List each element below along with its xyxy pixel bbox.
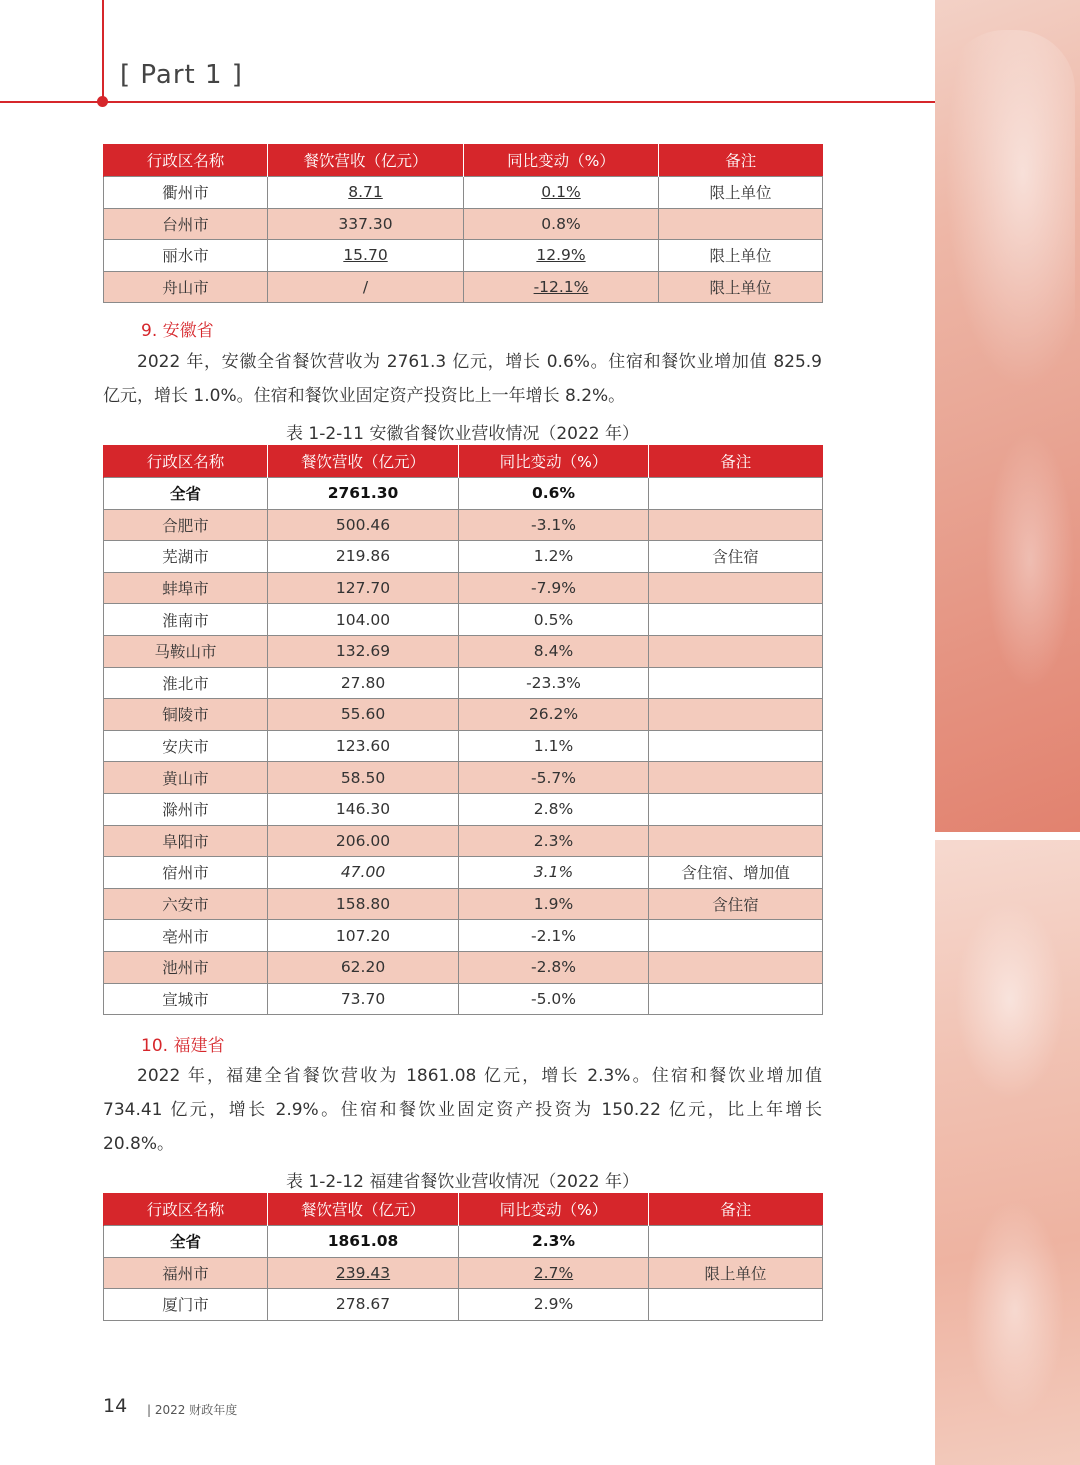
note-cell: 限上单位 — [659, 271, 823, 303]
change-cell: 8.4% — [459, 635, 649, 667]
change-cell: -7.9% — [459, 572, 649, 604]
section-heading-anhui: 9. 安徽省 — [141, 321, 214, 341]
change-cell: 0.6% — [459, 478, 649, 510]
table-row — [104, 635, 823, 667]
change-cell: -2.1% — [459, 920, 649, 952]
revenue-cell: / — [268, 271, 464, 303]
column-header: 行政区名称 — [104, 1193, 268, 1226]
table-row — [104, 604, 823, 636]
decorative-photo-bottom — [935, 840, 1080, 1465]
revenue-cell: 15.70 — [268, 240, 464, 272]
column-header: 同比变动（%） — [464, 144, 659, 177]
region-cell: 全省 — [104, 1226, 268, 1258]
note-cell — [649, 509, 823, 541]
fujian-table — [103, 1193, 823, 1321]
publication-footer: | 2022 财政年度 — [147, 1403, 238, 1417]
revenue-cell: 500.46 — [268, 509, 459, 541]
region-cell: 亳州市 — [104, 920, 268, 952]
table-row — [104, 271, 823, 303]
change-cell: 1.2% — [459, 541, 649, 573]
table-row — [104, 983, 823, 1015]
table-row — [104, 177, 823, 209]
region-cell: 淮南市 — [104, 604, 268, 636]
revenue-cell: 1861.08 — [268, 1226, 459, 1258]
revenue-cell: 8.71 — [268, 177, 464, 209]
table-row — [104, 951, 823, 983]
table-row — [104, 478, 823, 510]
region-cell: 福州市 — [104, 1257, 268, 1289]
note-cell — [649, 699, 823, 731]
header-rule-dot — [97, 96, 108, 107]
revenue-cell: 158.80 — [268, 888, 459, 920]
change-cell: 0.8% — [464, 208, 659, 240]
page-number: 14 — [103, 1395, 128, 1417]
region-cell: 马鞍山市 — [104, 635, 268, 667]
revenue-cell: 73.70 — [268, 983, 459, 1015]
note-cell: 限上单位 — [659, 177, 823, 209]
table-caption-anhui: 表 1-2-11 安徽省餐饮业营收情况（2022 年） — [285, 424, 639, 444]
change-cell: 1.1% — [459, 730, 649, 762]
table-row — [104, 857, 823, 889]
change-cell: 2.9% — [459, 1289, 649, 1321]
column-header: 同比变动（%） — [459, 1193, 649, 1226]
region-cell: 宿州市 — [104, 857, 268, 889]
note-cell — [649, 478, 823, 510]
region-cell: 台州市 — [104, 208, 268, 240]
table-row — [104, 572, 823, 604]
change-cell: 1.9% — [459, 888, 649, 920]
anhui-table — [103, 445, 823, 1015]
note-cell: 含住宿 — [649, 888, 823, 920]
region-cell: 铜陵市 — [104, 699, 268, 731]
revenue-cell: 55.60 — [268, 699, 459, 731]
table-row — [104, 793, 823, 825]
table-row — [104, 920, 823, 952]
note-cell — [649, 635, 823, 667]
change-cell: 2.3% — [459, 825, 649, 857]
change-cell: 12.9% — [464, 240, 659, 272]
table-row — [104, 667, 823, 699]
part-label: [ Part 1 ] — [120, 60, 243, 90]
region-cell: 丽水市 — [104, 240, 268, 272]
table-header-row — [104, 144, 823, 177]
revenue-cell: 58.50 — [268, 762, 459, 794]
note-cell — [649, 572, 823, 604]
column-header: 餐饮营收（亿元） — [268, 445, 459, 478]
note-cell: 含住宿、增加值 — [649, 857, 823, 889]
revenue-cell: 132.69 — [268, 635, 459, 667]
paragraph-anhui: 2022 年，安徽全省餐饮营收为 2761.3 亿元，增长 0.6%。住宿和餐饮业增加值 825.9 亿元，增长 1.0%。住宿和餐饮业固定资产投资比上一年增长 8.2%。 — [103, 352, 822, 406]
region-cell: 全省 — [104, 478, 268, 510]
region-cell: 滁州市 — [104, 793, 268, 825]
column-header: 餐饮营收（亿元） — [268, 1193, 459, 1226]
region-cell: 衢州市 — [104, 177, 268, 209]
note-cell — [649, 730, 823, 762]
column-header: 行政区名称 — [104, 445, 268, 478]
table-row — [104, 1289, 823, 1321]
region-cell: 舟山市 — [104, 271, 268, 303]
change-cell: 0.5% — [459, 604, 649, 636]
revenue-cell: 104.00 — [268, 604, 459, 636]
region-cell: 池州市 — [104, 951, 268, 983]
table-row — [104, 208, 823, 240]
region-cell: 淮北市 — [104, 667, 268, 699]
header-vertical-rule — [102, 0, 104, 101]
header-horizontal-rule — [0, 101, 935, 103]
change-cell: 0.1% — [464, 177, 659, 209]
change-cell: 2.3% — [459, 1226, 649, 1258]
column-header: 备注 — [649, 1193, 823, 1226]
table-row — [104, 1226, 823, 1258]
decorative-photo-top — [935, 0, 1080, 832]
revenue-cell: 239.43 — [268, 1257, 459, 1289]
note-cell — [649, 951, 823, 983]
table-row — [104, 240, 823, 272]
change-cell: 26.2% — [459, 699, 649, 731]
change-cell: -12.1% — [464, 271, 659, 303]
region-cell: 厦门市 — [104, 1289, 268, 1321]
change-cell: -2.8% — [459, 951, 649, 983]
note-cell — [649, 762, 823, 794]
region-cell: 黄山市 — [104, 762, 268, 794]
note-cell — [649, 920, 823, 952]
paragraph-fujian: 2022 年，福建全省餐饮营收为 1861.08 亿元，增长 2.3%。住宿和餐饮业增加值 734.41 亿元，增长 2.9%。住宿和餐饮业固定资产投资为 150.22 亿元，比上年增长 20.8%。 — [103, 1066, 822, 1154]
note-cell — [649, 667, 823, 699]
note-cell: 限上单位 — [659, 240, 823, 272]
region-cell: 安庆市 — [104, 730, 268, 762]
table-row — [104, 509, 823, 541]
region-cell: 合肥市 — [104, 509, 268, 541]
region-cell: 六安市 — [104, 888, 268, 920]
revenue-cell: 2761.30 — [268, 478, 459, 510]
table-row — [104, 1257, 823, 1289]
column-header: 同比变动（%） — [459, 445, 649, 478]
revenue-cell: 278.67 — [268, 1289, 459, 1321]
table-row — [104, 730, 823, 762]
table-row — [104, 541, 823, 573]
region-cell: 蚌埠市 — [104, 572, 268, 604]
region-cell: 阜阳市 — [104, 825, 268, 857]
note-cell — [659, 208, 823, 240]
revenue-cell: 206.00 — [268, 825, 459, 857]
table-row — [104, 762, 823, 794]
note-cell — [649, 793, 823, 825]
change-cell: 2.7% — [459, 1257, 649, 1289]
revenue-cell: 107.20 — [268, 920, 459, 952]
table-header-row — [104, 1193, 823, 1226]
revenue-cell: 337.30 — [268, 208, 464, 240]
column-header: 行政区名称 — [104, 144, 268, 177]
column-header: 备注 — [649, 445, 823, 478]
note-cell: 含住宿 — [649, 541, 823, 573]
note-cell — [649, 604, 823, 636]
revenue-cell: 219.86 — [268, 541, 459, 573]
note-cell — [649, 1289, 823, 1321]
column-header: 备注 — [659, 144, 823, 177]
change-cell: -3.1% — [459, 509, 649, 541]
note-cell: 限上单位 — [649, 1257, 823, 1289]
change-cell: 3.1% — [459, 857, 649, 889]
revenue-cell: 146.30 — [268, 793, 459, 825]
change-cell: -23.3% — [459, 667, 649, 699]
revenue-cell: 127.70 — [268, 572, 459, 604]
change-cell: 2.8% — [459, 793, 649, 825]
revenue-cell: 123.60 — [268, 730, 459, 762]
change-cell: -5.0% — [459, 983, 649, 1015]
zhejiang-table — [103, 144, 823, 303]
change-cell: -5.7% — [459, 762, 649, 794]
table-row — [104, 825, 823, 857]
note-cell — [649, 1226, 823, 1258]
note-cell — [649, 983, 823, 1015]
section-heading-fujian: 10. 福建省 — [141, 1036, 225, 1056]
region-cell: 芜湖市 — [104, 541, 268, 573]
column-header: 餐饮营收（亿元） — [268, 144, 464, 177]
revenue-cell: 27.80 — [268, 667, 459, 699]
table-row — [104, 699, 823, 731]
revenue-cell: 62.20 — [268, 951, 459, 983]
region-cell: 宣城市 — [104, 983, 268, 1015]
table-caption-fujian: 表 1-2-12 福建省餐饮业营收情况（2022 年） — [285, 1172, 639, 1192]
table-header-row — [104, 445, 823, 478]
table-row — [104, 888, 823, 920]
revenue-cell: 47.00 — [268, 857, 459, 889]
note-cell — [649, 825, 823, 857]
